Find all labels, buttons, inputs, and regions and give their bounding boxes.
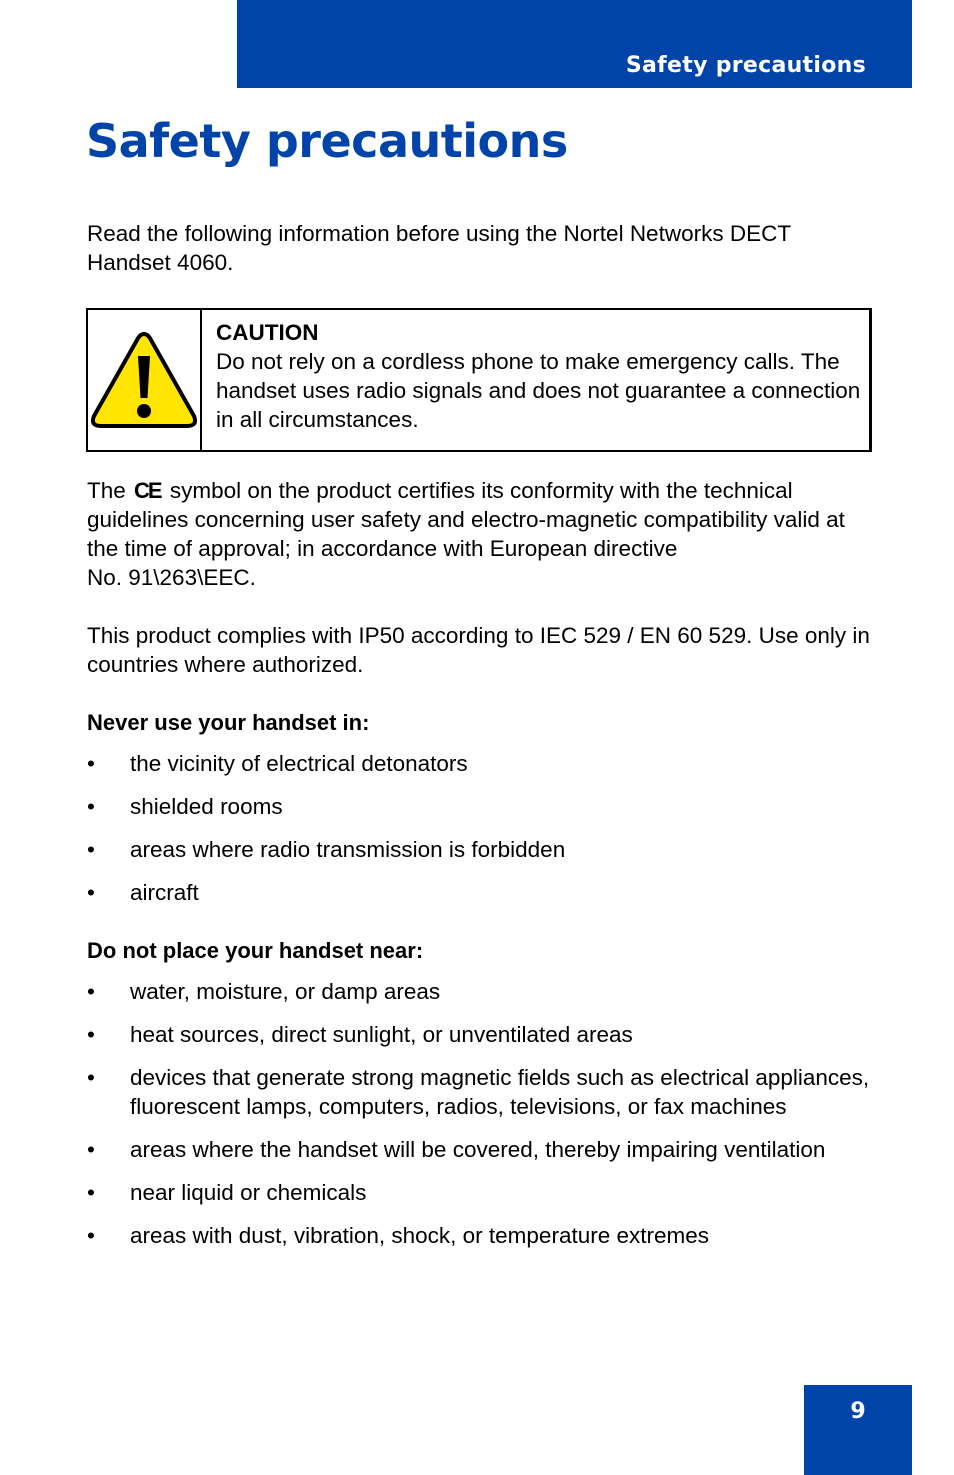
list-item: • the vicinity of electrical detonators [87,751,468,776]
do-not-place-heading: Do not place your handset near: [87,938,424,963]
list-item: • heat sources, direct sunlight, or unventilated areas [87,1022,633,1047]
running-header-title: Safety precautions [625,53,866,78]
list-item: • water, moisture, or damp areas [87,979,441,1004]
ce-paragraph-directive: No. 91\263\EEC. [87,565,256,590]
ce-paragraph [87,476,877,592]
page-number: 9 [850,1399,866,1424]
never-use-list [87,749,877,921]
caution-text: Do not rely on a cordless phone to make emergency calls. The handset uses radio signals and does not guarantee a connection in all circumstances. [216,349,861,432]
ce-paragraph-before: The [87,478,126,503]
caution-icon-cell [88,310,202,450]
do-not-place-list [87,977,877,1264]
header-band [237,0,912,88]
page-number-box [804,1385,912,1475]
list-item: • areas with dust, vibration, shock, or temperature extremes [87,1223,710,1248]
caution-box [86,308,872,452]
intro-paragraph: Read the following information before using the Nortel Networks DECT Handset 4060. [87,221,791,275]
list-item: • aircraft [87,880,199,905]
caution-text-cell [202,310,869,450]
ce-mark-icon: CE [134,478,161,503]
list-item: • devices that generate strong magnetic fields such as electrical appliances, fluorescent lamps, computers, radios, televisions, or fax machines [87,1065,870,1119]
list-item: • near liquid or chemicals [87,1180,367,1205]
page-title: Safety precautions [86,114,568,168]
warning-triangle-icon [88,328,200,432]
ce-paragraph-after: symbol on the product certifies its conformity with the technical guidelines concerning user safety and electro-magnetic compatibility valid at the time of approval; in accordance with European directive [87,478,845,561]
caution-label: CAUTION [216,320,319,345]
never-use-heading: Never use your handset in: [87,710,370,735]
list-item: • areas where radio transmission is forbidden [87,837,566,862]
list-item: • areas where the handset will be covered, thereby impairing ventilation [87,1137,826,1162]
list-item: • shielded rooms [87,794,283,819]
ip-paragraph: This product complies with IP50 according to IEC 529 / EN 60 529. Use only in countries where authorized. [87,623,870,677]
